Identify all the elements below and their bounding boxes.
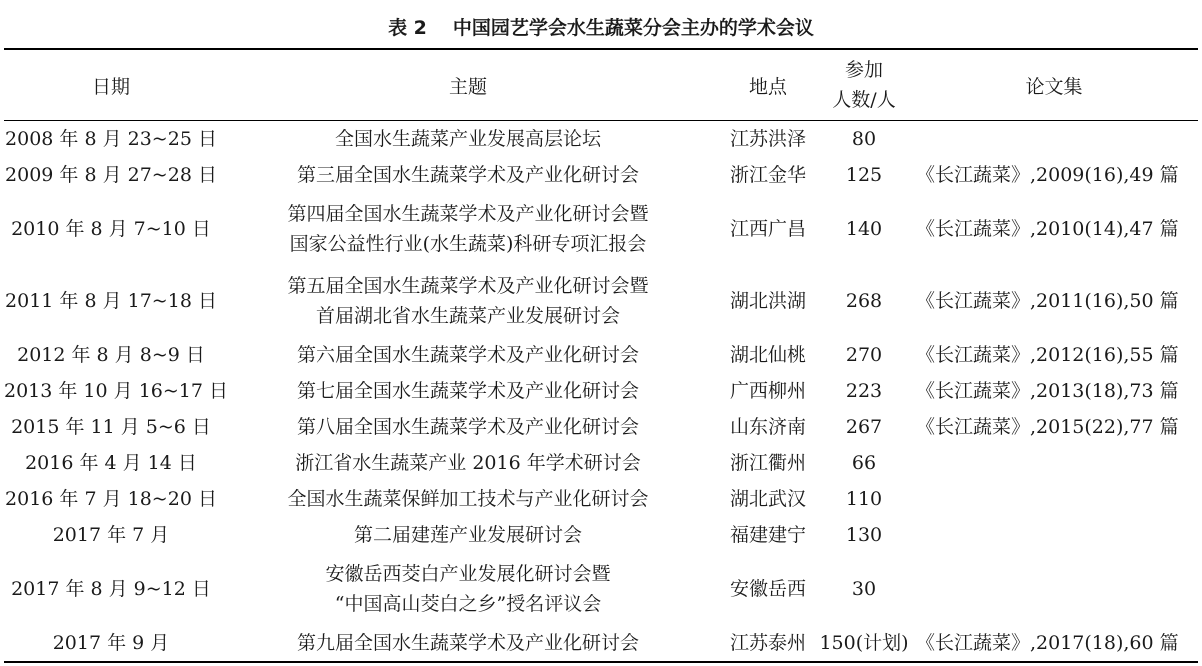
cell-date: 2017 年 9 月 [4,625,218,662]
table-header-row [4,49,1198,121]
cell-attendees: 150(计划) [818,625,910,662]
cell-date: 2013 年 10 月 16~17 日 [4,380,229,402]
cell-theme [218,193,718,265]
cell-place: 湖北武汉 [729,488,806,510]
table-row [4,553,1198,625]
cell-theme-line: 第四届全国水生蔬菜学术及产业化研讨会暨 [287,203,649,225]
cell-theme [218,157,718,193]
table-row [4,265,1198,337]
cell-date: 2011 年 8 月 17~18 日 [5,290,217,312]
cell-theme-line: 安徽岳西茭白产业发展化研讨会暨 [325,563,611,585]
cell-attendees: 270 [845,344,883,366]
table-row [4,517,1198,553]
cell-theme-line: “中国高山茭白之乡”授名评议会 [334,593,602,615]
cell-theme-line: 国家公益性行业(水生蔬菜)科研专项汇报会 [289,233,647,255]
cell-proceedings: 《长江蔬菜》,2017(18),60 篇 [910,625,1198,662]
table-caption [0,12,1202,44]
cell-place: 福建建宁 [729,524,806,546]
cell-proceedings [910,481,1198,517]
cell-theme-line: 首届湖北省水生蔬菜产业发展研讨会 [315,305,620,327]
cell-theme-line: 第三届全国水生蔬菜学术及产业化研讨会 [296,164,639,186]
cell-proceedings: 《长江蔬菜》,2012(16),55 篇 [916,344,1179,366]
header-attendees-line1: 参加 [844,59,883,81]
cell-theme-line: 第五届全国水生蔬菜学术及产业化研讨会暨 [287,275,649,297]
cell-attendees: 80 [851,128,877,150]
cell-proceedings [910,553,1198,625]
cell-theme-line: 全国水生蔬菜保鲜加工技术与产业化研讨会 [287,488,649,510]
header-place: 地点 [718,49,818,121]
cell-place: 浙江衢州 [729,452,806,474]
table-row [4,625,1198,662]
cell-proceedings [910,121,1198,158]
cell-attendees: 267 [845,416,883,438]
cell-place: 湖北洪湖 [729,290,806,312]
conference-table [4,48,1198,663]
table-row [4,337,1198,373]
cell-place: 山东济南 [729,416,806,438]
cell-theme [218,121,718,158]
cell-proceedings: 《长江蔬菜》,2015(22),77 篇 [916,416,1179,438]
cell-date: 2012 年 8 月 8~9 日 [17,344,205,366]
cell-proceedings [910,445,1198,481]
table-body [4,121,1198,663]
cell-theme [218,517,718,553]
cell-place: 浙江金华 [729,164,806,186]
table-row [4,373,1198,409]
cell-place: 湖北仙桃 [729,344,806,366]
cell-theme-line: 第九届全国水生蔬菜学术及产业化研讨会 [296,632,639,654]
cell-date: 2017 年 8 月 9~12 日 [11,578,211,600]
cell-place: 江苏泰州 [718,625,818,662]
cell-theme [218,265,718,337]
cell-theme-line: 全国水生蔬菜产业发展高层论坛 [334,128,601,150]
header-attendees-line2: 人数/人 [832,89,896,111]
cell-attendees: 30 [851,578,877,600]
table-row [4,445,1198,481]
cell-theme-line: 第八届全国水生蔬菜学术及产业化研讨会 [296,416,639,438]
cell-attendees: 268 [845,290,883,312]
table-row [4,193,1198,265]
cell-theme-line: 浙江省水生蔬菜产业 2016 年学术研讨会 [295,452,641,474]
cell-place: 江苏洪泽 [729,128,806,150]
cell-theme [218,553,718,625]
cell-theme-line: 第七届全国水生蔬菜学术及产业化研讨会 [296,380,639,402]
header-proceedings: 论文集 [910,49,1198,121]
cell-date: 2008 年 8 月 23~25 日 [5,128,217,150]
cell-attendees: 110 [845,488,883,510]
cell-proceedings: 《长江蔬菜》,2013(18),73 篇 [916,380,1179,402]
cell-date: 2017 年 7 月 [52,524,170,546]
cell-theme [218,337,718,373]
table-row [4,157,1198,193]
cell-date: 2009 年 8 月 27~28 日 [5,164,217,186]
cell-theme [218,409,718,445]
cell-place: 广西柳州 [729,380,806,402]
cell-proceedings [910,517,1198,553]
cell-attendees: 140 [845,218,883,240]
cell-attendees: 130 [845,524,883,546]
table-row [4,121,1198,158]
table-row [4,409,1198,445]
table-number: 表 2 [388,17,427,39]
cell-date: 2016 年 7 月 18~20 日 [5,488,217,510]
cell-proceedings: 《长江蔬菜》,2009(16),49 篇 [916,164,1179,186]
cell-theme-line: 第六届全国水生蔬菜学术及产业化研讨会 [296,344,639,366]
header-theme: 主题 [218,49,718,121]
cell-theme [218,373,718,409]
cell-place: 安徽岳西 [729,578,806,600]
table-row [4,481,1198,517]
cell-proceedings: 《长江蔬菜》,2010(14),47 篇 [916,218,1179,240]
cell-theme [218,481,718,517]
cell-date: 2015 年 11 月 5~6 日 [11,416,211,438]
cell-attendees: 223 [845,380,883,402]
cell-theme [218,445,718,481]
cell-theme [218,625,718,662]
cell-date: 2016 年 4 月 14 日 [25,452,197,474]
cell-theme-line: 第二届建莲产业发展研讨会 [353,524,582,546]
header-attendees [818,49,910,121]
cell-date: 2010 年 8 月 7~10 日 [11,218,211,240]
cell-attendees: 125 [845,164,883,186]
table-title: 中国园艺学会水生蔬菜分会主办的学术会议 [452,17,814,39]
cell-proceedings: 《长江蔬菜》,2011(16),50 篇 [916,290,1179,312]
cell-attendees: 66 [851,452,877,474]
cell-place: 江西广昌 [729,218,806,240]
header-date: 日期 [4,49,218,121]
